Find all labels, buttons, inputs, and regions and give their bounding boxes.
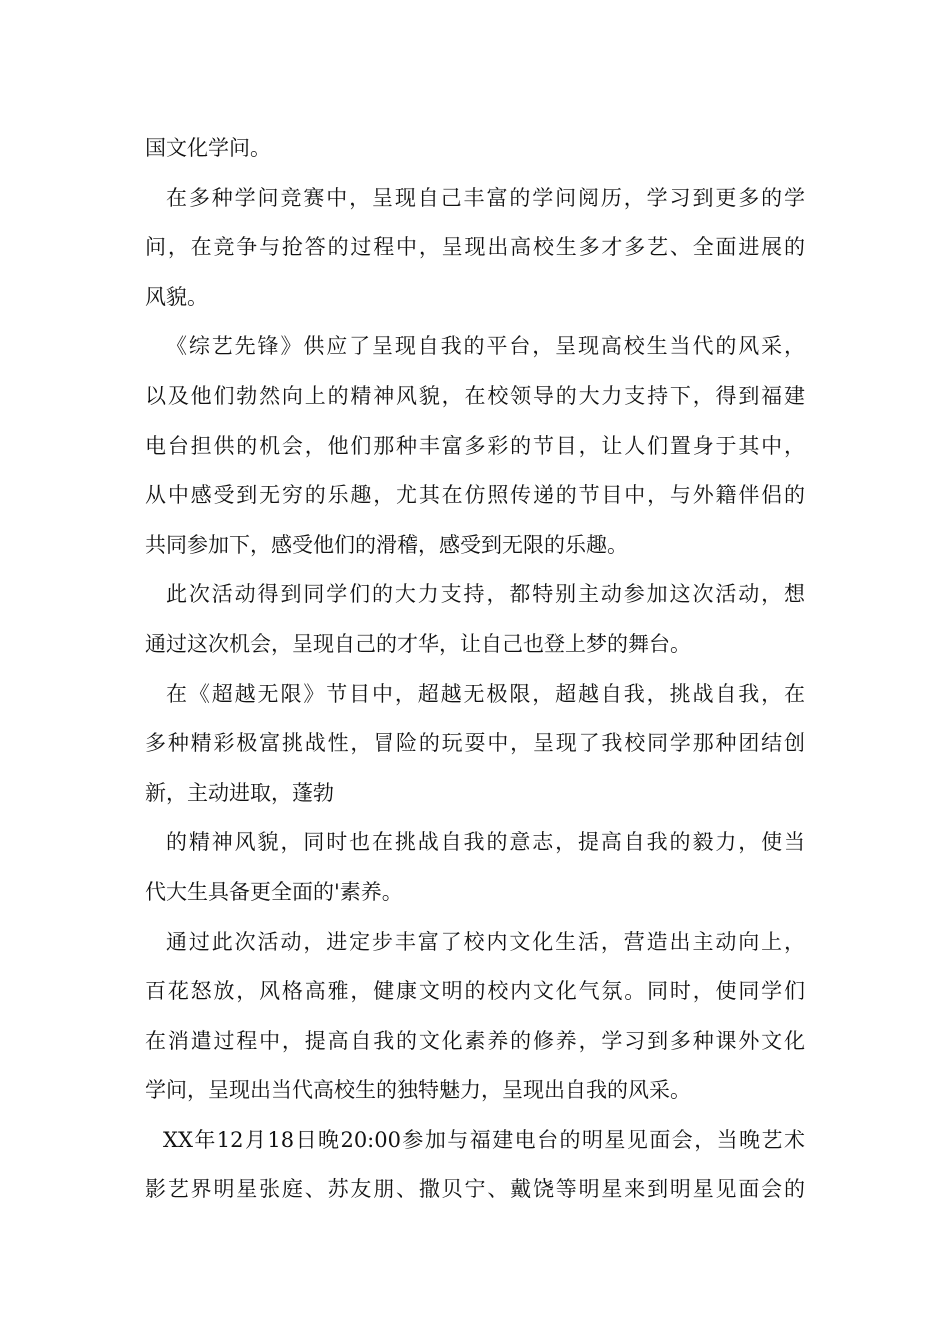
paragraph-start-line: 通过此次活动，进定步丰富了校内文化生活，营造出主动向上， bbox=[166, 929, 805, 954]
text-line: 问，在竞争与抢答的过程中，呈现出高校生多才多艺、全面进展的 bbox=[145, 235, 805, 260]
text-line: 在消遣过程中，提高自我的文化素养的修养，学习到多种课外文化 bbox=[145, 1028, 805, 1053]
paragraph-start-line: XX年12月18日晚20:00参加与福建电台的明星见面会，当晚艺术 bbox=[163, 1127, 805, 1152]
text-line: 学问，呈现出当代高校生的独特魅力，呈现出自我的风采。 bbox=[145, 1078, 691, 1103]
paragraph-start-line: 在《超越无限》节目中，超越无极限，超越自我，挑战自我，在 bbox=[166, 681, 805, 706]
text-line: 影艺界明星张庭、苏友朋、撒贝宁、戴饶等明星来到明星见面会的 bbox=[145, 1177, 805, 1202]
text-line: 从中感受到无穷的乐趣，尤其在仿照传递的节目中，与外籍伴侣的 bbox=[145, 483, 805, 508]
text-line: 多种精彩极富挑战性，冒险的玩耍中，呈现了我校同学那种团结创 bbox=[145, 731, 805, 756]
text-line: 以及他们勃然向上的精神风貌，在校领导的大力支持下，得到福建 bbox=[145, 383, 805, 408]
text-line: 代大生具备更全面的'素养。 bbox=[145, 879, 403, 904]
text-line: 共同参加下，感受他们的滑稽，感受到无限的乐趣。 bbox=[145, 532, 628, 557]
text-line: 风貌。 bbox=[145, 284, 208, 309]
text-line: 百花怒放，风格高雅，健康文明的校内文化气氛。同时，使同学们 bbox=[145, 979, 805, 1004]
document-body bbox=[145, 124, 805, 1215]
paragraph-start-line: 《综艺先锋》供应了呈现自我的平台，呈现高校生当代的风采， bbox=[166, 334, 805, 359]
text-line: 新，主动进取，蓬勃 bbox=[145, 780, 334, 805]
text-line: 国文化学问。 bbox=[145, 136, 271, 160]
paragraph-start-line: 此次活动得到同学们的大力支持，都特别主动参加这次活动，想 bbox=[166, 582, 805, 607]
text-line: 电台担供的机会，他们那种丰富多彩的节目，让人们置身于其中， bbox=[145, 433, 805, 458]
text-line: 通过这次机会，呈现自己的才华，让自己也登上梦的舞台。 bbox=[145, 631, 691, 656]
paragraph-start-line: 在多种学问竞赛中，呈现自己丰富的学问阅历，学习到更多的学 bbox=[166, 185, 805, 210]
paragraph-start-line: 的精神风貌，同时也在挑战自我的意志，提高自我的毅力，使当 bbox=[166, 830, 805, 855]
